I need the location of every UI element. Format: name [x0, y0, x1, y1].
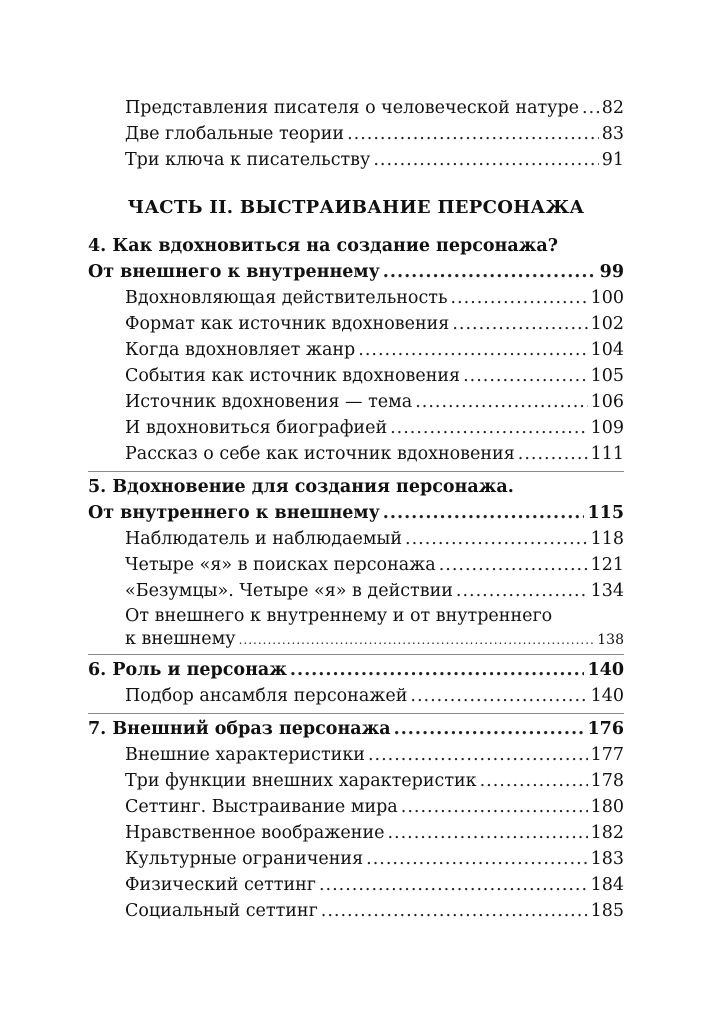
chapter-7	[88, 716, 624, 742]
chapter-title: 6. Роль и персонаж	[88, 660, 287, 680]
leader-dots	[321, 898, 588, 924]
toc-entry	[88, 628, 624, 650]
chapter-line	[88, 716, 624, 742]
leader-dots	[582, 95, 599, 121]
chapter-title: 7. Внешний образ персонажа	[88, 719, 391, 739]
toc-entry	[88, 363, 624, 389]
chapter-6	[88, 657, 624, 683]
leader-dots	[405, 526, 588, 552]
entry-title-line1: От внешнего к внутреннему и от внутреннего	[125, 606, 553, 626]
entry-title: Формат как источник вдохновения	[125, 314, 450, 334]
entry-page: 177	[590, 745, 624, 765]
toc-entry	[88, 415, 624, 441]
entry-page: 111	[590, 444, 624, 464]
leader-dots	[319, 872, 588, 898]
entry-title: Рассказ о себе как источник вдохновения	[125, 444, 515, 464]
entry-page: 83	[601, 124, 624, 144]
chapter-line	[88, 259, 624, 285]
entry-title: Две глобальные теории	[125, 124, 345, 144]
entry-title: События как источник вдохновения	[125, 366, 461, 386]
leader-dots	[368, 742, 588, 768]
entry-title: Наблюдатель и наблюдаемый	[125, 529, 403, 549]
chapter-title: От внешнего к внутреннему	[88, 262, 380, 282]
entry-title: Культурные ограничения	[125, 849, 364, 869]
chapter-5	[88, 474, 624, 526]
toc-entry	[88, 846, 624, 872]
chapter-heading: 5. Вдохновение для создания персонажа.	[88, 477, 514, 497]
entry-title: Три функции внешних характеристик	[125, 771, 477, 791]
entry-page: 104	[590, 340, 624, 360]
leader-dots	[401, 794, 588, 820]
entry-page: 178	[590, 771, 624, 791]
chapter-page: 176	[587, 719, 624, 739]
entry-page: 105	[590, 366, 624, 386]
entry-page: 140	[590, 686, 624, 706]
toc-entry	[88, 742, 624, 768]
entry-title: Сеттинг. Выстраивание мира	[125, 797, 398, 817]
leader-dots	[239, 629, 595, 651]
entry-page: 82	[601, 98, 624, 118]
leader-dots	[463, 363, 587, 389]
leader-dots	[383, 259, 597, 285]
entry-title: Когда вдохновляет жанр	[125, 340, 356, 360]
leader-dots	[290, 657, 585, 683]
entry-page: 106	[590, 392, 624, 412]
toc-entry	[88, 768, 624, 794]
leader-dots	[387, 820, 587, 846]
entry-page: 109	[590, 418, 624, 438]
leader-dots	[383, 500, 585, 526]
entry-title: Социальный сеттинг	[125, 901, 318, 921]
toc-entry	[88, 898, 624, 924]
leader-dots	[452, 311, 587, 337]
toc-entry	[88, 552, 624, 578]
toc-entry	[88, 95, 624, 121]
leader-dots	[415, 389, 587, 415]
entry-title: Вдохновляющая действительность	[125, 288, 448, 308]
entry-page: 102	[590, 314, 624, 334]
toc-entry	[88, 285, 624, 311]
entry-title: Нравственное воображение	[125, 823, 385, 843]
entry-title: «Безумцы». Четыре «я» в действии	[125, 581, 453, 601]
toc-entry	[88, 121, 624, 147]
toc-entry	[88, 389, 624, 415]
chapter-title: От внутреннего к внешнему	[88, 503, 380, 523]
entry-title: Внешние характеристики	[125, 745, 365, 765]
leader-dots	[358, 337, 587, 363]
toc-entry	[88, 794, 624, 820]
entry-page: 91	[601, 150, 624, 170]
entry-page: 100	[590, 288, 624, 308]
entry-title: Представления писателя о человеческой натуре	[125, 98, 580, 118]
leader-dots	[394, 716, 585, 742]
toc-entry	[88, 578, 624, 604]
toc-entry	[88, 147, 624, 173]
entry-page: 134	[590, 581, 624, 601]
chapter-4	[88, 233, 624, 285]
entry-page: 184	[590, 875, 624, 895]
entry-title-line2: к внешнему	[125, 629, 236, 649]
leader-dots	[450, 285, 587, 311]
entry-page: 121	[590, 555, 624, 575]
leader-dots	[366, 846, 587, 872]
chapter-heading: 4. Как вдохновиться на создание персонажа?	[88, 236, 558, 256]
toc-entry	[88, 872, 624, 898]
toc-entry	[88, 337, 624, 363]
leader-dots	[439, 552, 588, 578]
entry-title: Физический сеттинг	[125, 875, 316, 895]
toc-entry	[88, 526, 624, 552]
toc-entry	[88, 311, 624, 337]
leader-dots	[456, 578, 588, 604]
entry-title: Подбор ансамбля персонажей	[125, 686, 408, 706]
leader-dots	[410, 683, 587, 709]
entry-page: 182	[590, 823, 624, 843]
entry-page: 180	[590, 797, 624, 817]
chapter-line	[88, 657, 624, 683]
table-of-contents	[88, 95, 624, 924]
chapter-page: 99	[599, 262, 624, 282]
entry-page: 138	[597, 632, 624, 648]
entry-page: 118	[590, 529, 624, 549]
leader-dots	[390, 415, 587, 441]
leader-dots	[480, 768, 588, 794]
leader-dots	[373, 147, 598, 173]
toc-entry	[88, 683, 624, 709]
entry-title: Четыре «я» в поисках персонажа	[125, 555, 436, 575]
toc-entry	[88, 441, 624, 467]
part-title: ЧАСТЬ II. ВЫСТРАИВАНИЕ ПЕРСОНАЖА	[127, 197, 585, 218]
entry-title: Три ключа к писательству	[125, 150, 371, 170]
entry-title: Источник вдохновения — тема	[125, 392, 413, 412]
entry-page: 183	[590, 849, 624, 869]
entry-page: 185	[590, 901, 624, 921]
chapter-line	[88, 500, 624, 526]
chapter-page: 140	[587, 660, 624, 680]
leader-dots	[347, 121, 599, 147]
leader-dots	[518, 441, 588, 467]
chapter-page: 115	[587, 503, 624, 523]
entry-title: И вдохновиться биографией	[125, 418, 388, 438]
toc-entry	[88, 820, 624, 846]
